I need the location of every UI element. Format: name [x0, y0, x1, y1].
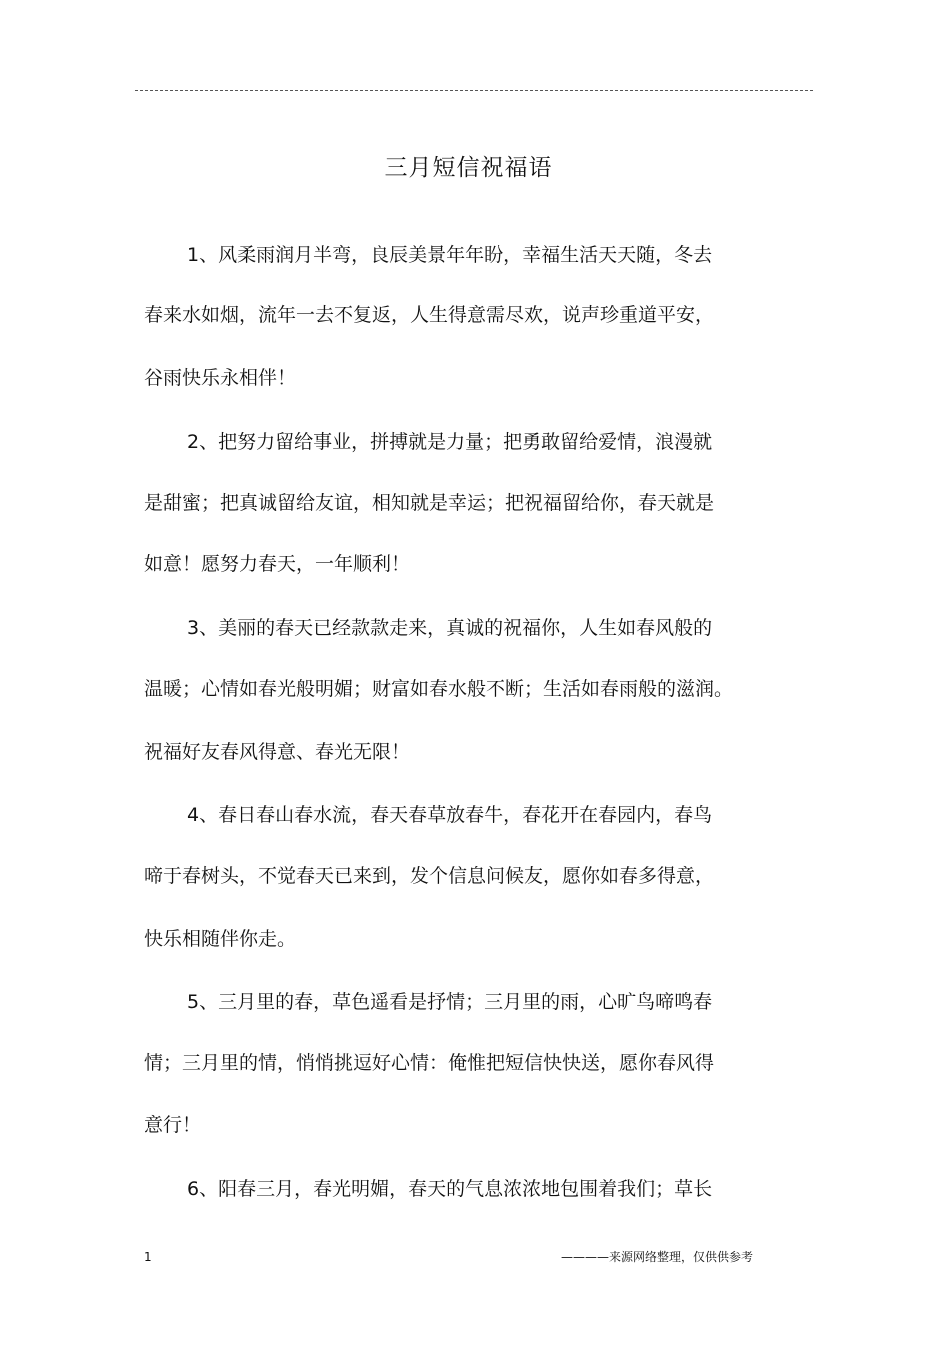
paragraph-5-line-1: 5、三月里的春，草色遥看是抒情；三月里的雨，心旷鸟啼鸣春 — [187, 991, 713, 1013]
document-title: 三月短信祝福语 — [384, 155, 553, 181]
paragraph-2-line-1: 2、把努力留给事业，拼搏就是力量；把勇敢留给爱情，浪漫就 — [187, 431, 713, 453]
paragraph-1-line-3: 谷雨快乐永相伴！ — [144, 367, 297, 389]
page-number: 1 — [144, 1250, 152, 1264]
paragraph-1-line-2: 春来水如烟，流年一去不复返，人生得意需尽欢，说声珍重道平安， — [144, 304, 715, 326]
paragraph-2-line-2: 是甜蜜；把真诚留给友谊，相知就是幸运；把祝福留给你，春天就是 — [144, 492, 715, 514]
paragraph-3-line-3: 祝福好友春风得意、春光无限！ — [144, 741, 411, 763]
paragraph-4-line-3: 快乐相随伴你走。 — [144, 928, 297, 950]
paragraph-3-line-1: 3、美丽的春天已经款款走来，真诚的祝福你，人生如春风般的 — [187, 617, 713, 639]
paragraph-2-line-3: 如意！愿努力春天，一年顺利！ — [144, 553, 411, 575]
header-divider — [135, 90, 813, 91]
paragraph-3-line-2: 温暖；心情如春光般明媚；财富如春水般不断；生活如春雨般的滋润。 — [144, 678, 734, 700]
paragraph-1-line-1: 1、风柔雨润月半弯，良辰美景年年盼，幸福生活天天随，冬去 — [187, 244, 713, 266]
paragraph-5-line-2: 情；三月里的情，悄悄挑逗好心情：俺惟把短信快快送，愿你春风得 — [144, 1052, 715, 1074]
paragraph-4-line-1: 4、春日春山春水流，春天春草放春牛，春花开在春园内，春鸟 — [187, 804, 713, 826]
footer-source-note: ————来源网络整理，仅供供参考 — [560, 1250, 753, 1264]
paragraph-4-line-2: 啼于春树头，不觉春天已来到，发个信息问候友，愿你如春多得意， — [144, 865, 715, 887]
paragraph-5-line-3: 意行！ — [144, 1114, 202, 1136]
paragraph-6-line-1: 6、阳春三月，春光明媚，春天的气息浓浓地包围着我们；草长 — [187, 1178, 713, 1200]
